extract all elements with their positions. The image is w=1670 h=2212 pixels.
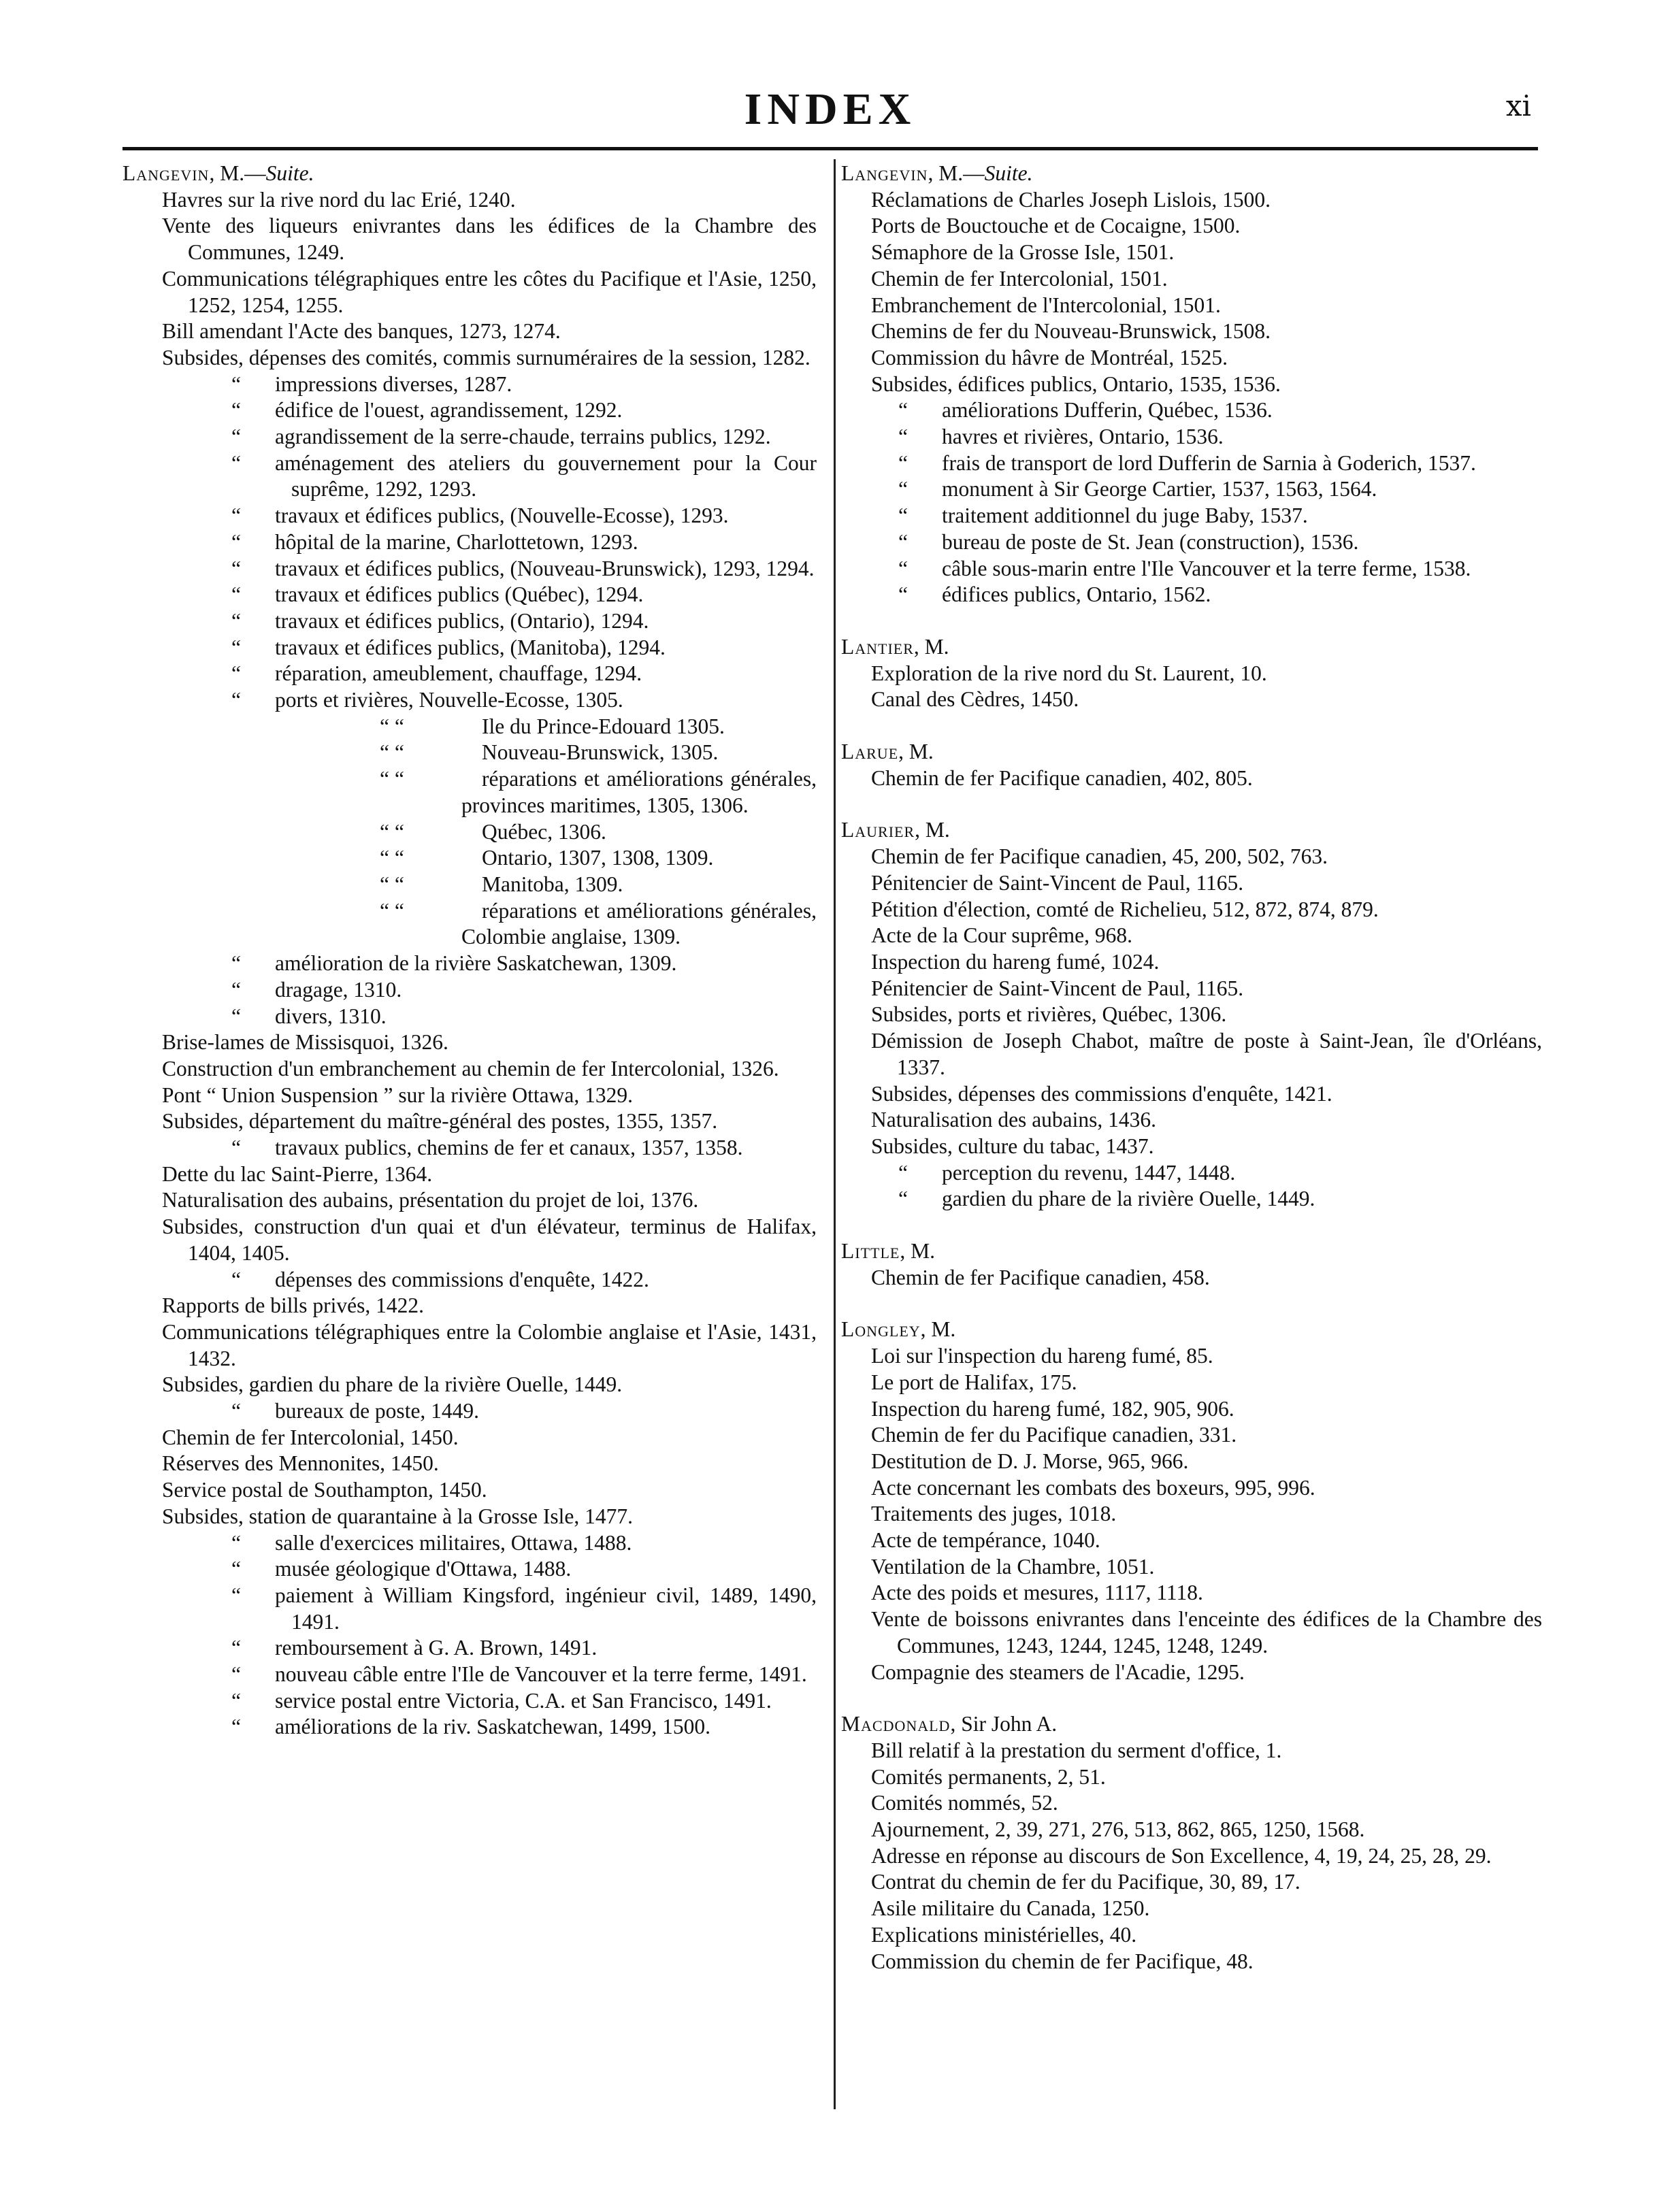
heading-name: Laurier [841, 818, 915, 842]
entry-text: travaux et édifices publics, (Ontario), 1294. [275, 608, 649, 633]
index-entry [871, 897, 1542, 923]
ditto-mark: “ [231, 1399, 241, 1423]
index-entry [231, 450, 817, 503]
index-entry [148, 187, 817, 214]
right-column [841, 161, 1542, 1975]
index-heading [841, 634, 1542, 661]
index-entry [380, 714, 817, 740]
entry-text: Ports de Bouctouche et de Cocaigne, 1500. [871, 214, 1241, 238]
entry-text: Chemin de fer Pacifique canadien, 45, 200, 502, 763. [871, 844, 1328, 869]
index-entry [148, 1083, 817, 1109]
index-entry [148, 318, 817, 345]
entry-text: travaux et édifices publics, (Manitoba), 1294. [275, 635, 666, 659]
index-entry [871, 1554, 1542, 1581]
heading-suite: Suite. [984, 161, 1033, 185]
left-column [122, 161, 817, 1740]
ditto-mark: “ [898, 529, 908, 554]
index-block [841, 634, 1542, 713]
entry-text: Naturalisation des aubains, présentation du projet de loi, 1376. [162, 1188, 699, 1212]
index-block [841, 1317, 1542, 1685]
entry-text: Acte des poids et mesures, 1117, 1118. [871, 1581, 1203, 1605]
index-entry [871, 870, 1542, 897]
index-entry [231, 951, 817, 977]
ditto-mark: “ [898, 1160, 908, 1185]
entry-text: Nouveau-Brunswick, 1305. [482, 740, 719, 765]
entry-text: Compagnie des steamers de l'Acadie, 1295. [871, 1660, 1245, 1684]
entry-text: hôpital de la marine, Charlottetown, 1293. [275, 529, 638, 554]
entry-text: monument à Sir George Cartier, 1537, 1563, 1564. [942, 477, 1377, 501]
entry-text: Pénitencier de Saint-Vincent de Paul, 1165. [871, 870, 1244, 895]
index-entry [231, 1398, 817, 1425]
entry-text: Contrat du chemin de fer du Pacifique, 30, 89, 17. [871, 1870, 1300, 1894]
entry-text: Réclamations de Charles Joseph Lislois, 1500. [871, 187, 1271, 212]
entry-text: travaux publics, chemins de fer et canaux, 1357, 1358. [275, 1136, 743, 1160]
index-entry [871, 1922, 1542, 1949]
index-entry [148, 1161, 817, 1188]
ditto-mark: “ [231, 1557, 241, 1581]
ditto-mark: “ [898, 398, 908, 423]
entry-text: Acte de la Cour suprême, 968. [871, 923, 1133, 948]
index-entry [871, 923, 1542, 949]
index-block [841, 1711, 1542, 1975]
index-entry [871, 293, 1542, 319]
column-divider [834, 159, 836, 2109]
entry-text: Québec, 1306. [482, 819, 606, 844]
entry-text: Loi sur l'inspection du hareng fumé, 85. [871, 1344, 1213, 1368]
heading-name: Langevin [841, 161, 928, 185]
page-title: INDEX [744, 84, 917, 134]
entry-text: Exploration de la rive nord du St. Laurent, 10. [871, 661, 1267, 685]
index-heading [122, 161, 817, 187]
index-entry [148, 1293, 817, 1319]
heading-name: Little [841, 1239, 900, 1264]
entry-text: réparation, ameublement, chauffage, 1294. [275, 661, 642, 686]
index-block [841, 817, 1542, 1212]
index-entry [148, 1214, 817, 1266]
index-entry [871, 1817, 1542, 1843]
entry-text: réparations et améliorations générales, provinces maritimes, 1305, 1306. [461, 767, 817, 817]
entry-text: édifice de l'ouest, agrandissement, 1292. [275, 398, 623, 423]
entry-text: Havres sur la rive nord du lac Erié, 1240. [162, 187, 516, 212]
index-entry [871, 240, 1542, 266]
index-entry [898, 529, 1542, 556]
ditto-mark: “ [231, 529, 241, 554]
entry-text: Démission de Joseph Chabot, maître de poste à Saint-Jean, île d'Orléans, 1337. [871, 1029, 1542, 1079]
ditto-mark: “ [898, 477, 908, 501]
index-entry [898, 556, 1542, 582]
ditto-mark: “ [231, 1267, 241, 1291]
entry-text: améliorations Dufferin, Québec, 1536. [942, 398, 1273, 423]
entry-text: édifices publics, Ontario, 1562. [942, 582, 1211, 607]
entry-text: Service postal de Southampton, 1450. [162, 1478, 487, 1502]
entry-text: frais de transport de lord Dufferin de Sarnia à Goderich, 1537. [942, 450, 1476, 475]
index-entry [231, 1662, 817, 1688]
entry-text: Traitements des juges, 1018. [871, 1502, 1117, 1526]
entry-text: Construction d'un embranchement au chemin de fer Intercolonial, 1326. [162, 1056, 779, 1080]
index-block [122, 161, 817, 1740]
index-entry [871, 976, 1542, 1002]
heading-detail: , M. [915, 818, 950, 842]
ditto-mark: “ “ [380, 872, 404, 896]
index-entry [898, 424, 1542, 450]
ditto-mark: “ “ [380, 714, 404, 738]
entry-text: Chemin de fer du Pacifique canadien, 331. [871, 1423, 1237, 1447]
index-entry [871, 372, 1542, 398]
ditto-mark: “ [898, 1187, 908, 1211]
index-entry [871, 1790, 1542, 1817]
ditto-mark: “ [898, 582, 908, 607]
entry-text: dépenses des commissions d'enquête, 1422. [275, 1267, 649, 1291]
ditto-mark: “ [231, 1583, 241, 1607]
entry-text: Sémaphore de la Grosse Isle, 1501. [871, 240, 1175, 265]
entry-text: Communications télégraphiques entre la Colombie anglaise et l'Asie, 1431, 1432. [162, 1319, 817, 1370]
ditto-mark: “ [231, 951, 241, 976]
ditto-mark: “ [231, 556, 241, 580]
index-entry [871, 1580, 1542, 1606]
entry-text: Destitution de D. J. Morse, 965, 966. [871, 1449, 1189, 1473]
entry-text: ports et rivières, Nouvelle-Ecosse, 1305. [275, 688, 623, 712]
ditto-mark: “ [231, 582, 241, 607]
entry-text: Subsides, département du maître-général des postes, 1355, 1357. [162, 1109, 718, 1134]
index-entry [871, 1002, 1542, 1028]
entry-text: Embranchement de l'Intercolonial, 1501. [871, 293, 1221, 317]
ditto-mark: “ [231, 1530, 241, 1555]
heading-detail: , M. [900, 1239, 935, 1264]
index-entry [871, 1081, 1542, 1108]
index-entry [898, 1186, 1542, 1212]
index-entry [871, 765, 1542, 792]
index-entry [871, 1107, 1542, 1134]
index-entry [380, 819, 817, 846]
index-entry [898, 582, 1542, 608]
index-entry [148, 213, 817, 265]
index-entry [148, 1504, 817, 1530]
entry-text: Rapports de bills privés, 1422. [162, 1293, 424, 1318]
page-number: xi [1505, 89, 1531, 122]
entry-text: perception du revenu, 1447, 1448. [942, 1160, 1236, 1185]
ditto-mark: “ “ [380, 767, 404, 791]
index-entry [231, 1714, 817, 1740]
entry-text: améliorations de la riv. Saskatchewan, 1499, 1500. [275, 1715, 711, 1739]
index-entry [231, 1004, 817, 1030]
entry-text: Subsides, construction d'un quai et d'un élévateur, terminus de Halifax, 1404, 1405. [162, 1215, 817, 1265]
index-entry [871, 1475, 1542, 1502]
ditto-mark: “ [898, 425, 908, 449]
entry-text: Brise-lames de Missisquoi, 1326. [162, 1030, 448, 1055]
heading-suite: Suite. [265, 161, 314, 185]
index-entry [871, 345, 1542, 372]
index-entry [231, 635, 817, 661]
heading-name: Langevin [122, 161, 210, 185]
index-entry [148, 1319, 817, 1372]
index-entry [231, 424, 817, 450]
ditto-mark: “ [231, 1136, 241, 1160]
index-entry [380, 740, 817, 766]
entry-text: Bill relatif à la prestation du serment d'office, 1. [871, 1738, 1282, 1762]
heading-name: Larue [841, 740, 899, 764]
entry-text: réparations et améliorations générales, Colombie anglaise, 1309. [461, 898, 817, 949]
entry-text: service postal entre Victoria, C.A. et San Francisco, 1491. [275, 1688, 772, 1713]
ditto-mark: “ [898, 450, 908, 475]
entry-text: remboursement à G. A. Brown, 1491. [275, 1636, 597, 1660]
ditto-mark: “ [231, 1715, 241, 1739]
index-entry [148, 1372, 817, 1398]
entry-text: Bill amendant l'Acte des banques, 1273, 1274. [162, 319, 561, 344]
index-entry [231, 661, 817, 687]
entry-text: Commission du hâvre de Montréal, 1525. [871, 345, 1228, 369]
entry-text: Acte de tempérance, 1040. [871, 1528, 1100, 1553]
ditto-mark: “ [898, 556, 908, 580]
index-entry [898, 450, 1542, 477]
index-entry [148, 1425, 817, 1451]
index-entry [871, 949, 1542, 976]
ditto-mark: “ [231, 1004, 241, 1028]
entry-text: Inspection du hareng fumé, 182, 905, 906. [871, 1396, 1234, 1421]
heading-detail: , M.— [209, 161, 266, 185]
ditto-mark: “ [898, 504, 908, 528]
entry-text: câble sous-marin entre l'Ile Vancouver et la terre ferme, 1538. [942, 556, 1471, 580]
entry-text: amélioration de la rivière Saskatchewan, 1309. [275, 951, 677, 976]
index-entry [231, 1530, 817, 1557]
ditto-mark: “ [231, 635, 241, 659]
entry-text: Commission du chemin de fer Pacifique, 48. [871, 1949, 1254, 1973]
index-entry [871, 318, 1542, 345]
entry-text: Chemin de fer Pacifique canadien, 458. [871, 1265, 1210, 1289]
entry-text: Ile du Prince-Edouard 1305. [482, 714, 725, 738]
index-entry [871, 1396, 1542, 1423]
entry-text: gardien du phare de la rivière Ouelle, 1449. [942, 1187, 1315, 1211]
index-entry [871, 661, 1542, 687]
index-entry [380, 845, 817, 872]
entry-text: Ontario, 1307, 1308, 1309. [482, 846, 714, 870]
index-entry [871, 1422, 1542, 1449]
entry-text: bureaux de poste, 1449. [275, 1399, 480, 1423]
entry-text: havres et rivières, Ontario, 1536. [942, 425, 1224, 449]
index-entry [871, 1949, 1542, 1975]
index-entry [380, 898, 817, 951]
page-header [129, 80, 1531, 139]
index-entry [380, 872, 817, 898]
entry-text: Dette du lac Saint-Pierre, 1364. [162, 1161, 433, 1186]
index-entry [871, 1501, 1542, 1528]
index-entry [231, 1583, 817, 1635]
entry-text: Pétition d'élection, comté de Richelieu, 512, 872, 874, 879. [871, 897, 1379, 921]
index-entry [231, 1556, 817, 1583]
heading-detail: , M. [913, 634, 949, 659]
entry-text: dragage, 1310. [275, 977, 402, 1002]
entry-text: Comités permanents, 2, 51. [871, 1764, 1106, 1789]
entry-text: Pont “ Union Suspension ” sur la rivière Ottawa, 1329. [162, 1083, 634, 1107]
index-entry [871, 1134, 1542, 1160]
index-entry [871, 1869, 1542, 1896]
entry-text: Subsides, station de quarantaine à la Grosse Isle, 1477. [162, 1504, 633, 1528]
ditto-mark: “ “ [380, 740, 404, 765]
entry-text: Subsides, édifices publics, Ontario, 1535, 1536. [871, 372, 1281, 396]
index-entry [871, 1738, 1542, 1764]
entry-text: Acte concernant les combats des boxeurs, 995, 996. [871, 1475, 1315, 1500]
entry-text: impressions diverses, 1287. [275, 372, 512, 396]
entry-text: nouveau câble entre l'Ile de Vancouver et la terre ferme, 1491. [275, 1662, 807, 1687]
entry-text: bureau de poste de St. Jean (construction), 1536. [942, 529, 1359, 554]
index-entry [231, 1135, 817, 1161]
heading-detail: , M. [920, 1317, 956, 1342]
index-entry [148, 1451, 817, 1477]
entry-text: aménagement des ateliers du gouvernement pour la Cour suprême, 1292, 1293. [275, 450, 817, 501]
entry-text: traitement additionnel du juge Baby, 1537. [942, 504, 1308, 528]
index-entry [231, 608, 817, 635]
entry-text: travaux et édifices publics, (Nouveau-Brunswick), 1293, 1294. [275, 556, 815, 580]
entry-text: musée géologique d'Ottawa, 1488. [275, 1557, 572, 1581]
index-entry [231, 397, 817, 424]
heading-name: Longley [841, 1317, 921, 1342]
ditto-mark: “ [231, 504, 241, 528]
heading-name: Macdonald [841, 1712, 951, 1736]
entry-text: Communications télégraphiques entre les côtes du Pacifique et l'Asie, 1250, 1252, 1254, 1255. [162, 266, 817, 317]
ditto-mark: “ “ [380, 819, 404, 844]
index-entry [871, 1606, 1542, 1659]
ditto-mark: “ [231, 425, 241, 449]
index-entry [231, 1688, 817, 1715]
index-entry [231, 977, 817, 1004]
ditto-mark: “ [231, 608, 241, 633]
index-entry [231, 556, 817, 582]
entry-text: Subsides, culture du tabac, 1437. [871, 1134, 1154, 1158]
ditto-mark: “ “ [380, 898, 404, 923]
index-entry [871, 1343, 1542, 1370]
entry-text: Ventilation de la Chambre, 1051. [871, 1554, 1155, 1579]
entry-text: Naturalisation des aubains, 1436. [871, 1108, 1157, 1132]
heading-detail: , M.— [928, 161, 985, 185]
entry-text: Chemins de fer du Nouveau-Brunswick, 1508. [871, 319, 1271, 344]
entry-text: Vente de boissons enivrantes dans l'enceinte des édifices de la Chambre des Communes, 1243, 1244, 1245, 1248, 1249. [871, 1607, 1542, 1657]
entry-text: Subsides, ports et rivières, Québec, 1306. [871, 1002, 1227, 1027]
entry-text: Le port de Halifax, 175. [871, 1370, 1077, 1394]
index-entry [898, 503, 1542, 529]
index-entry [871, 1449, 1542, 1475]
entry-text: Explications ministérielles, 40. [871, 1922, 1137, 1947]
ditto-mark: “ [231, 977, 241, 1002]
entry-text: Chemin de fer Intercolonial, 1450. [162, 1425, 459, 1449]
index-entry [148, 1108, 817, 1135]
index-entry [871, 1028, 1542, 1080]
entry-text: Ajournement, 2, 39, 271, 276, 513, 862, 865, 1250, 1568. [871, 1817, 1365, 1842]
index-heading [841, 1317, 1542, 1343]
index-entry [148, 1187, 817, 1214]
heading-name: Lantier [841, 634, 914, 659]
ditto-mark: “ [231, 1662, 241, 1687]
index-heading [841, 1711, 1542, 1738]
index-entry [231, 503, 817, 529]
ditto-mark: “ [231, 372, 241, 396]
index-entry [148, 345, 817, 372]
index-entry [380, 766, 817, 819]
index-entry [871, 1265, 1542, 1291]
index-heading [841, 1238, 1542, 1265]
index-entry [871, 844, 1542, 870]
index-entry [231, 687, 817, 714]
index-entry [231, 582, 817, 608]
index-entry [148, 1056, 817, 1083]
entry-text: Canal des Cèdres, 1450. [871, 687, 1079, 712]
index-entry [898, 1160, 1542, 1187]
index-entry [148, 266, 817, 318]
entry-text: agrandissement de la serre-chaude, terrains publics, 1292. [275, 425, 771, 449]
index-entry [871, 687, 1542, 713]
entry-text: Adresse en réponse au discours de Son Excellence, 4, 19, 24, 25, 28, 29. [871, 1843, 1492, 1868]
entry-text: Pénitencier de Saint-Vincent de Paul, 1165. [871, 976, 1244, 1000]
header-rule [122, 147, 1538, 150]
index-block [841, 1238, 1542, 1291]
index-entry [871, 1843, 1542, 1870]
entry-text: travaux et édifices publics (Québec), 1294. [275, 582, 644, 607]
heading-detail: , Sir John A. [950, 1712, 1058, 1736]
entry-text: Vente des liqueurs enivrantes dans les édifices de la Chambre des Communes, 1249. [162, 214, 817, 265]
ditto-mark: “ [231, 398, 241, 423]
index-entry [871, 187, 1542, 214]
ditto-mark: “ [231, 688, 241, 712]
index-entry [871, 1660, 1542, 1686]
entry-text: travaux et édifices publics, (Nouvelle-Ecosse), 1293. [275, 504, 729, 528]
entry-text: Inspection du hareng fumé, 1024. [871, 949, 1160, 974]
entry-text: salle d'exercices militaires, Ottawa, 1488. [275, 1530, 632, 1555]
entry-text: Chemin de fer Pacifique canadien, 402, 805. [871, 765, 1253, 790]
entry-text: Subsides, gardien du phare de la rivière Ouelle, 1449. [162, 1372, 623, 1397]
index-block [841, 161, 1542, 608]
entry-text: Comités nommés, 52. [871, 1791, 1058, 1815]
ditto-mark: “ “ [380, 846, 404, 870]
entry-text: paiement à William Kingsford, ingénieur civil, 1489, 1490, 1491. [275, 1583, 817, 1634]
ditto-mark: “ [231, 661, 241, 686]
entry-text: Asile militaire du Canada, 1250. [871, 1896, 1150, 1921]
index-heading [841, 161, 1542, 187]
index-entry [871, 1528, 1542, 1554]
index-entry [871, 266, 1542, 293]
index-entry [898, 397, 1542, 424]
entry-text: Subsides, dépenses des comités, commis surnuméraires de la session, 1282. [162, 345, 811, 369]
index-block [841, 739, 1542, 791]
index-entry [148, 1477, 817, 1504]
entry-text: Réserves des Mennonites, 1450. [162, 1451, 439, 1476]
index-entry [231, 529, 817, 556]
entry-text: divers, 1310. [275, 1004, 387, 1028]
index-entry [231, 372, 817, 398]
index-entry [231, 1267, 817, 1293]
index-entry [231, 1635, 817, 1662]
ditto-mark: “ [231, 450, 241, 475]
index-heading [841, 739, 1542, 765]
entry-text: Chemin de fer Intercolonial, 1501. [871, 266, 1168, 291]
entry-text: Subsides, dépenses des commissions d'enquête, 1421. [871, 1081, 1332, 1106]
entry-text: Manitoba, 1309. [482, 872, 623, 896]
heading-detail: , M. [898, 740, 934, 764]
index-entry [871, 213, 1542, 240]
index-entry [148, 1029, 817, 1056]
ditto-mark: “ [231, 1688, 241, 1713]
index-entry [871, 1764, 1542, 1791]
index-entry [898, 476, 1542, 503]
index-entry [871, 1896, 1542, 1922]
index-heading [841, 817, 1542, 844]
ditto-mark: “ [231, 1636, 241, 1660]
index-entry [871, 1370, 1542, 1396]
